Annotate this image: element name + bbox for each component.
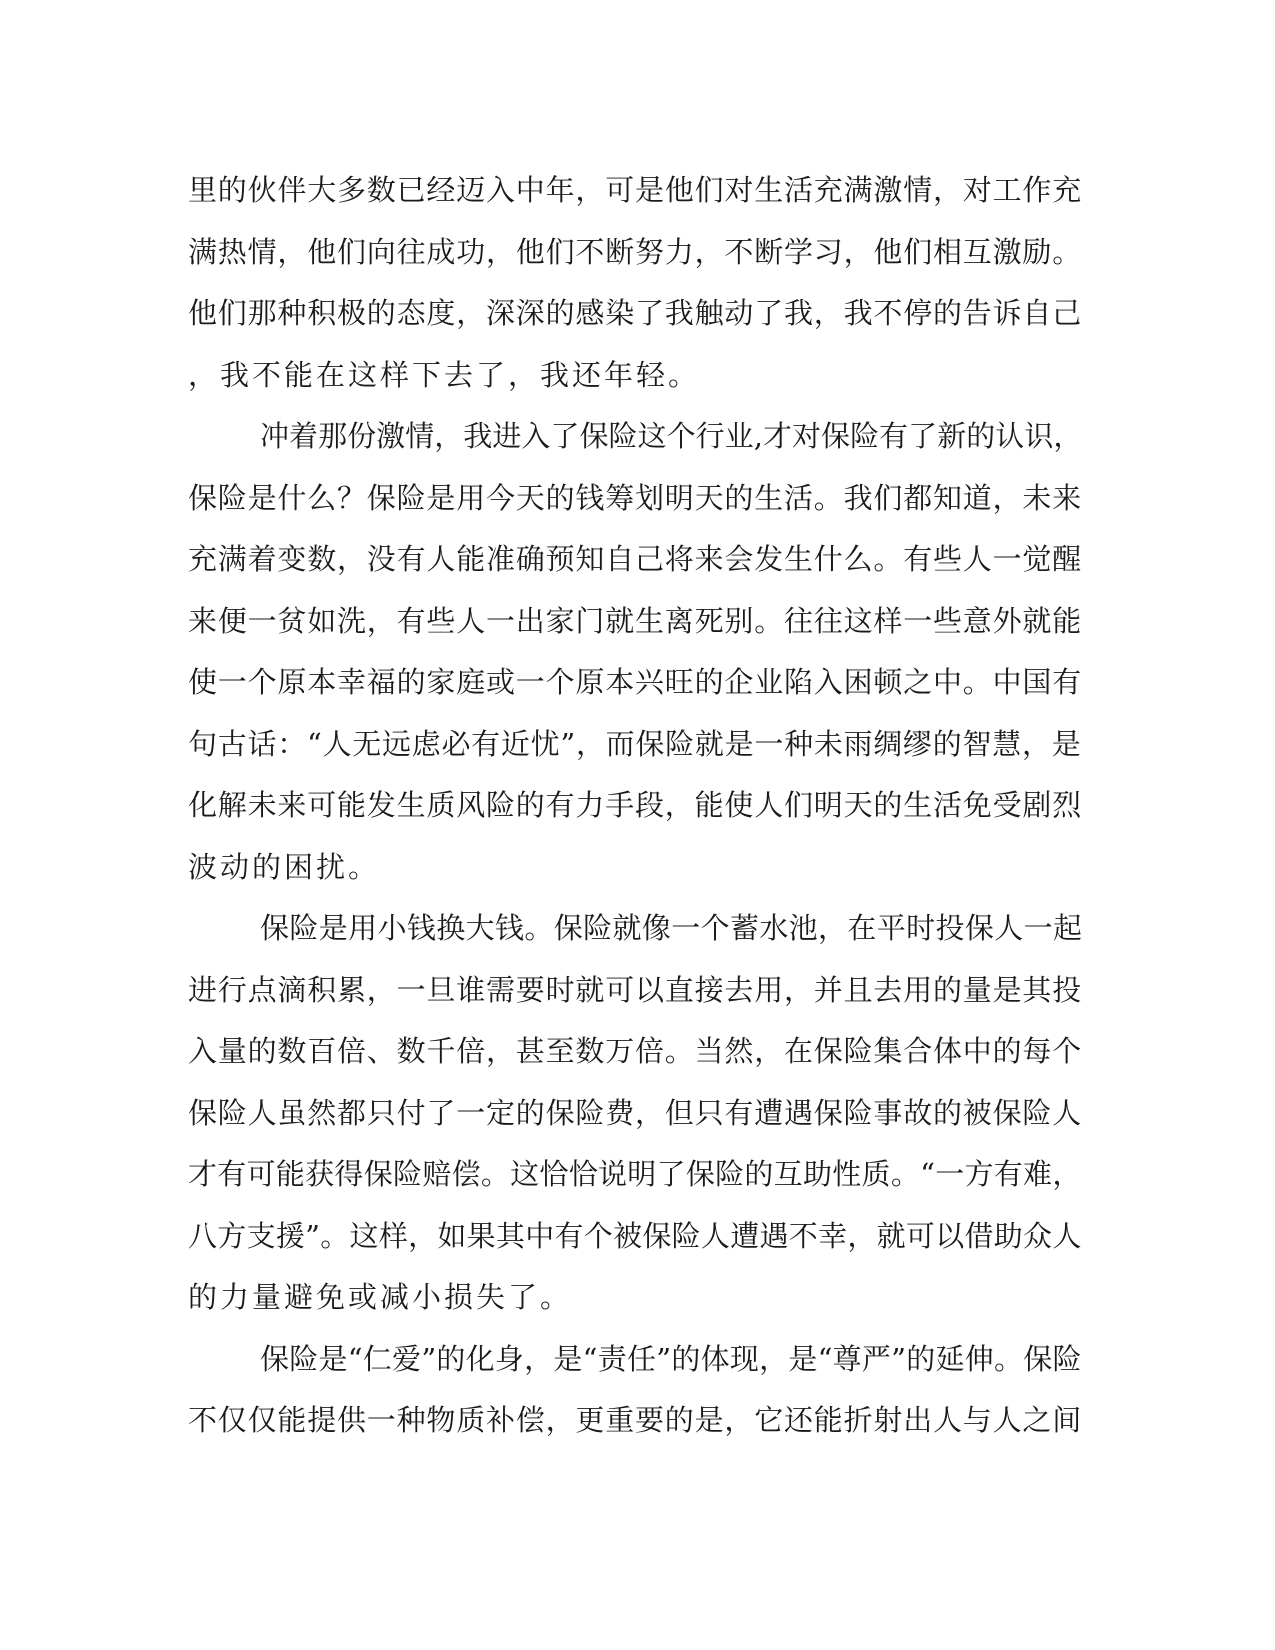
text-line: 的力量避免或减小损失了。: [188, 1280, 573, 1314]
text-line: 才有可能获得保险赔偿。这恰恰说明了保险的互助性质。“一方有难，: [188, 1157, 1082, 1191]
paragraph-2: [188, 406, 1088, 898]
text-line: 进行点滴积累，一旦谁需要时就可以直接去用，并且去用的量是其投: [188, 972, 1083, 1007]
text-line: 来便一贫如洗，有些人一出家门就生离死别。往往这样一些意外就能: [188, 603, 1083, 638]
body-text: [188, 160, 1088, 1452]
text-line: 保险人虽然都只付了一定的保险费，但只有遭遇保险事故的被保险人: [188, 1095, 1083, 1130]
text-line: 充满着变数，没有人能准确预知自己将来会发生什么。有些人一觉醒: [188, 542, 1083, 576]
text-line: 他们那种积极的态度，深深的感染了我触动了我，我不停的告诉自己: [188, 296, 1083, 330]
text-line: 句古话：“人无远虑必有近忧”，而保险就是一种未雨绸缪的智慧，是: [188, 726, 1082, 761]
text-line: 冲着那份激情，我进入了保险这个行业,才对保险有了新的认识，: [260, 419, 1083, 453]
text-line: 八方支援”。这样，如果其中有个被保险人遭遇不幸，就可以借助众人: [188, 1218, 1082, 1253]
text-line: 使一个原本幸福的家庭或一个原本兴旺的企业陷入困顿之中。中国有: [188, 665, 1083, 699]
text-line: ，我不能在这样下去了，我还年轻。: [188, 357, 701, 392]
text-line: 化解未来可能发生质风险的有力手段，能使人们明天的生活免受剧烈: [188, 788, 1083, 822]
text-line: 不仅仅能提供一种物质补偿，更重要的是，它还能折射出人与人之间: [188, 1403, 1083, 1437]
text-line: 保险是用小钱换大钱。保险就像一个蓄水池，在平时投保人一起: [260, 911, 1083, 945]
text-line: 入量的数百倍、数千倍，甚至数万倍。当然，在保险集合体中的每个: [188, 1034, 1083, 1068]
text-line: 里的伙伴大多数已经迈入中年，可是他们对生活充满激情，对工作充: [188, 173, 1083, 207]
text-line: 波动的困扰。: [188, 849, 381, 884]
paragraph-3: [188, 898, 1088, 1329]
paragraph-1: [188, 160, 1088, 406]
paragraph-4: [188, 1329, 1088, 1452]
text-line: 保险是“仁爱”的化身，是“责任”的体现，是“尊严”的延伸。保险: [260, 1341, 1082, 1376]
text-line: 满热情，他们向往成功，他们不断努力，不断学习，他们相互激励。: [188, 234, 1083, 269]
text-line: 保险是什么？保险是用今天的钱筹划明天的生活。我们都知道，未来: [188, 480, 1083, 515]
